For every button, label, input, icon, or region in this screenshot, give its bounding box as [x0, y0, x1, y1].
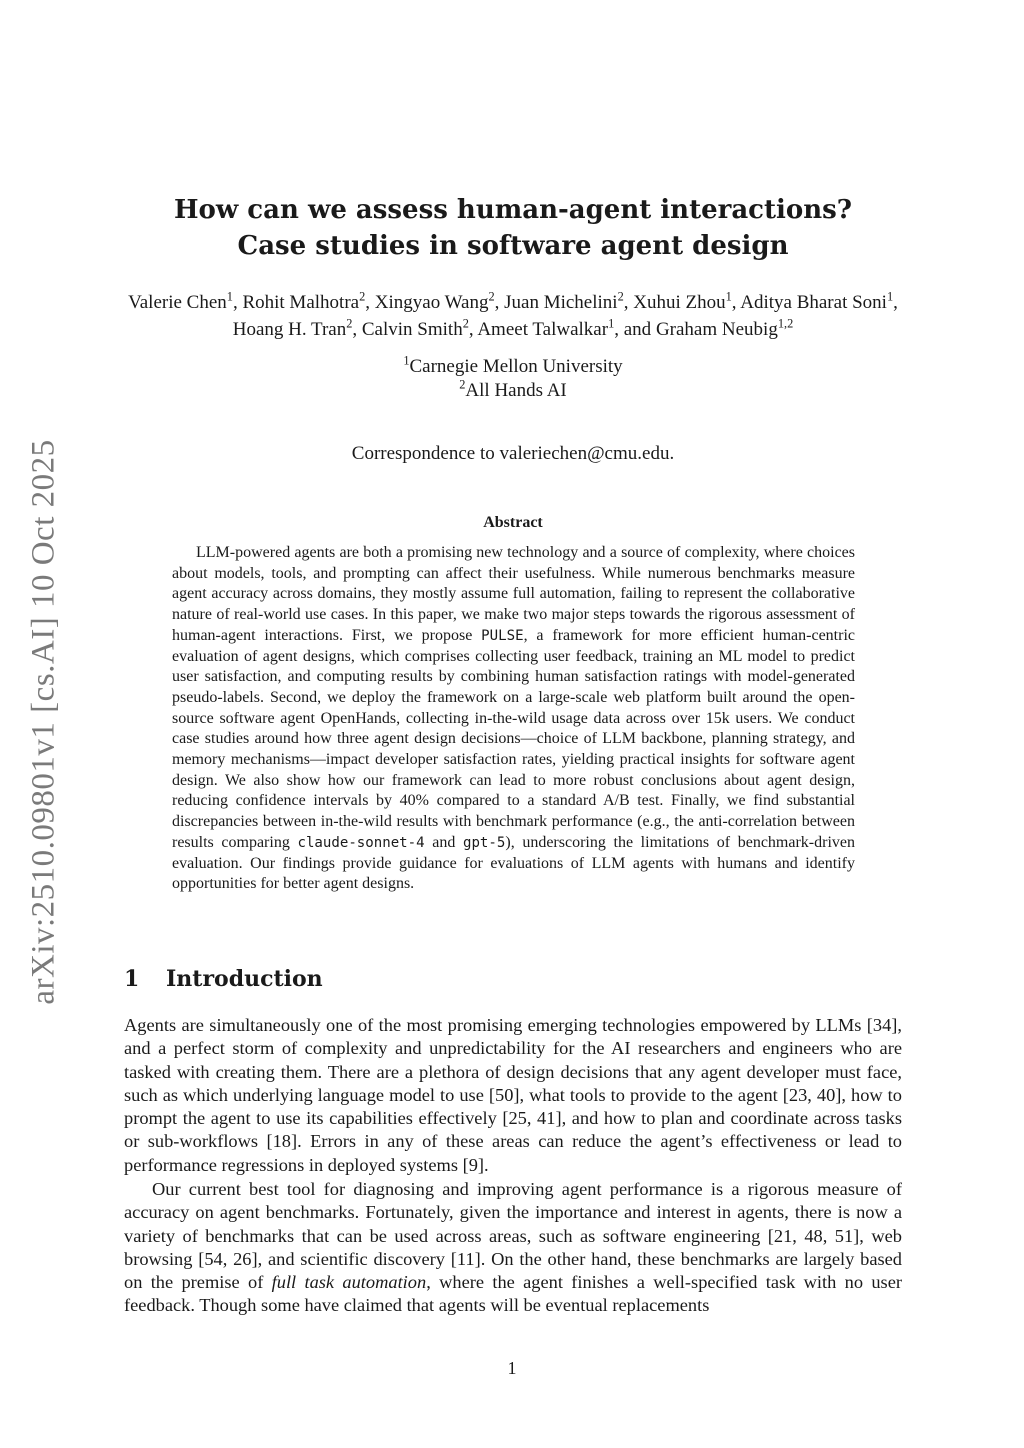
author-affiliation-marker: 2 — [462, 316, 469, 331]
emphasis-text: full task automation — [271, 1272, 427, 1293]
affiliation-name: Carnegie Mellon University — [409, 356, 623, 377]
author-separator: , and — [614, 319, 656, 340]
author-affiliation-marker: 2 — [617, 289, 624, 304]
author-name: Xuhui Zhou — [633, 292, 726, 313]
affiliation-line — [124, 379, 902, 403]
section-heading — [124, 966, 323, 992]
author-name: Valerie Chen — [128, 292, 227, 313]
section-number: 1 — [124, 966, 140, 992]
author-separator: , — [494, 292, 505, 313]
intro-paragraph-1: Agents are simultaneously one of the most promising emerging technologies empowered by LLMs [34], and a perfect storm of complexity and unpredictability for the AI researchers and engineers who are tasked with creating them. There are a plethora of design decisions that any agent developer must face, such as which underlying language model to use [50], what tools to provide to the agent [23, 40], how to prompt the agent to use its capabilities effectively [25, 41], and how to plan and coordinate across tasks or sub-workflows [18]. Errors in any of these areas can reduce the agent’s effectiveness or lead to performance regressions in deployed systems [9]. — [124, 1015, 902, 1175]
author-name: Ameet Talwalkar — [477, 319, 609, 340]
affiliation-name: All Hands AI — [465, 380, 567, 401]
author-affiliation-marker: 1 — [725, 289, 732, 304]
author-separator: , — [352, 319, 362, 340]
author-affiliation-marker: 2 — [346, 316, 353, 331]
abstract-code: gpt-5 — [462, 834, 506, 851]
author-separator: , — [731, 292, 741, 313]
section-title: Introduction — [166, 966, 323, 992]
author-affiliation-marker: 1,2 — [777, 316, 794, 331]
author-affiliation-marker: 2 — [359, 289, 366, 304]
author-name: Hoang H. Tran — [232, 319, 347, 340]
abstract-code: claude-sonnet-4 — [297, 834, 425, 851]
author-separator: , — [468, 319, 478, 340]
correspondence-line: Correspondence to valeriechen@cmu.edu. — [351, 443, 675, 464]
author-separator: , — [623, 292, 634, 313]
abstract-code: PULSE — [481, 627, 524, 644]
author-affiliation-marker: 2 — [488, 289, 495, 304]
author-list — [124, 289, 902, 343]
paragraph-text: Our current best tool for diagnosing and improving agent performance is a rigorous measure of accuracy on agent benchmarks. Fortunately, given the importance and interest in agents, there is now a variety of benchmarks that can be used across areas, such as software engineering [21, 48, 51], web browsing [54, 26], and scientific discovery [11]. On the other hand, these benchmarks are largely based on the premise of — [124, 1179, 902, 1293]
abstract-text: LLM-powered agents are both a promising new technology and a source of complexity, where choices about models, tools, and prompting can affect their usefulness. While numerous benchmarks measure agent accuracy across domains, they mostly assume full automation, failing to represent the collaborative nature of real-world use cases. In this paper, we make two major steps towards the rigorous assessment of human-agent interactions. First, we propose — [172, 544, 855, 644]
abstract-text: ), underscoring the limitations of benchmark-driven evaluation. Our findings provide guidance for evaluations of LLM agents with humans and identify opportunities for better agent designs. — [172, 833, 855, 893]
author-affiliation-marker: 1 — [886, 289, 894, 304]
author-name: Xingyao Wang — [374, 292, 489, 313]
affiliation-list — [124, 355, 902, 403]
abstract-text: , a framework for more efficient human-centric evaluation of agent designs, which comprises collecting user feedback, training an ML model to predict user satisfaction, and computing results by combining human satisfaction ratings with model-generated pseudo-labels. Second, we deploy the framework on a large-scale web platform built around the open-source software agent OpenHands, collecting in-the-wild usage data across over 15k users. We conduct case studies around how three agent design decisions—choice of LLM backbone, planning strategy, and memory mechanisms—impact developer satisfaction rates, yielding practical insights for software agent design. We also show how our framework can lead to more robust conclusions about agent design, reducing confidence intervals by 40% compared to a standard A/B test. Finally, we find substantial discrepancies between in-the-wild results with benchmark performance (e.g., the anti-correlation between results comparing — [172, 626, 855, 851]
author-affiliation-marker: 1 — [226, 289, 233, 304]
author-affiliation-marker: 1 — [608, 316, 615, 331]
author-name: Aditya Bharat Soni — [740, 292, 887, 313]
author-separator: , — [893, 292, 898, 313]
page-number: 1 — [507, 1358, 517, 1378]
title-line-1: How can we assess human-agent interactions? — [173, 195, 853, 225]
title-line-2: Case studies in software agent design — [237, 231, 789, 261]
abstract-body — [172, 543, 855, 895]
author-name: Juan Michelini — [504, 292, 618, 313]
abstract-text: and — [424, 833, 463, 851]
affiliation-marker: 1 — [403, 353, 410, 368]
affiliation-line — [124, 355, 902, 379]
paragraph-text: , where the agent finishes a well-specified task with no user feedback. Though some have claimed that agents will be eventual replacements — [124, 1272, 902, 1316]
abstract-heading: Abstract — [483, 514, 543, 531]
author-name: Calvin Smith — [361, 319, 463, 340]
paper-title — [124, 192, 902, 264]
author-name: Graham Neubig — [655, 319, 778, 340]
affiliation-marker: 2 — [459, 377, 466, 392]
arxiv-identifier-stamp: arXiv:2510.09801v1 [cs.AI] 10 Oct 2025 — [25, 439, 62, 1005]
intro-paragraph-2 — [124, 1178, 902, 1318]
author-separator: , — [365, 292, 375, 313]
author-name: Rohit Malhotra — [242, 292, 360, 313]
author-separator: , — [232, 292, 243, 313]
